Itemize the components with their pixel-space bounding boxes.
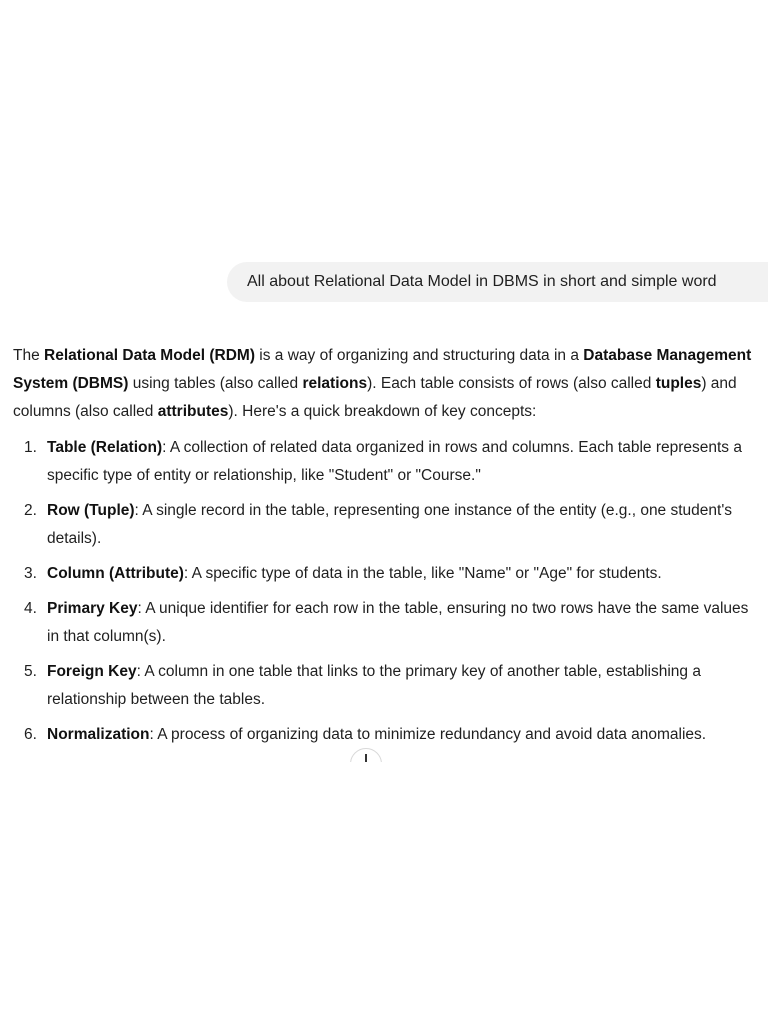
list-item-term: Foreign Key: [47, 663, 137, 680]
list-item-description: : A unique identifier for each row in the table, ensuring no two rows have the same values in that column(s).: [47, 600, 749, 645]
list-item: [13, 721, 763, 749]
list-item: [13, 658, 763, 714]
intro-text: ) and columns (also called: [13, 375, 737, 420]
list-item-number-text: 4.: [24, 600, 37, 617]
list-item-description: : A collection of related data organized in rows and columns. Each table represents a specific type of entity or relationship, like "Student" or "Course.": [47, 439, 742, 484]
intro-bold-term: Relational Data Model (RDM): [44, 347, 255, 364]
intro-bold-term: attributes: [157, 403, 229, 420]
list-item-content: [47, 560, 763, 588]
list-item-content: [47, 721, 763, 749]
intro-bold-term: Database Management System (DBMS): [13, 347, 752, 392]
assistant-response: [13, 342, 763, 756]
intro-text: ). Each table consists of rows (also called: [367, 375, 656, 392]
list-item-content: [47, 595, 763, 651]
list-item-term: Table (Relation): [47, 439, 163, 456]
list-item-term: Row (Tuple): [47, 502, 135, 519]
intro-text: The: [13, 347, 45, 364]
list-item-number: [13, 658, 47, 714]
scroll-to-bottom-button[interactable]: [350, 748, 382, 762]
list-item-description: : A process of organizing data to minimize redundancy and avoid data anomalies.: [149, 726, 707, 743]
list-item-number-text: 2.: [24, 502, 37, 519]
list-item-number: [13, 721, 47, 749]
list-item-description: : A single record in the table, representing one instance of the entity (e.g., one student's details).: [47, 502, 733, 547]
user-message-bubble: [227, 262, 768, 302]
user-message-text: All about Relational Data Model in DBMS in short and simple word: [247, 273, 717, 290]
list-item-content: [47, 658, 763, 714]
list-item-number-text: 3.: [24, 565, 37, 582]
list-item-description: : A column in one table that links to the primary key of another table, establishing a relationship between the tables.: [47, 663, 701, 708]
list-item-description: : A specific type of data in the table, like "Name" or "Age" for students.: [183, 565, 662, 582]
list-item-term: Column (Attribute): [47, 565, 184, 582]
list-item-content: [47, 497, 763, 553]
list-item-number: [13, 560, 47, 588]
intro-bold-term: tuples: [655, 375, 702, 392]
list-item-term: Normalization: [47, 726, 150, 743]
list-item-term: Primary Key: [47, 600, 138, 617]
list-item: [13, 560, 763, 588]
response-intro: [13, 342, 763, 426]
intro-text: is a way of organizing and structuring data in a: [255, 347, 584, 364]
intro-text: ). Here's a quick breakdown of key concepts:: [228, 403, 537, 420]
intro-text: using tables (also called: [128, 375, 303, 392]
list-item-content: [47, 434, 763, 490]
list-item-number: [13, 497, 47, 553]
list-item: [13, 595, 763, 651]
list-item: [13, 497, 763, 553]
key-concepts-list: [13, 434, 763, 749]
list-item-number-text: 5.: [24, 663, 37, 680]
intro-bold-term: relations: [302, 375, 368, 392]
list-item-number-text: 1.: [24, 439, 37, 456]
list-item-number: [13, 595, 47, 651]
list-item-number: [13, 434, 47, 490]
arrow-down-icon: [365, 754, 367, 762]
list-item-number-text: 6.: [24, 726, 37, 743]
list-item: [13, 434, 763, 490]
